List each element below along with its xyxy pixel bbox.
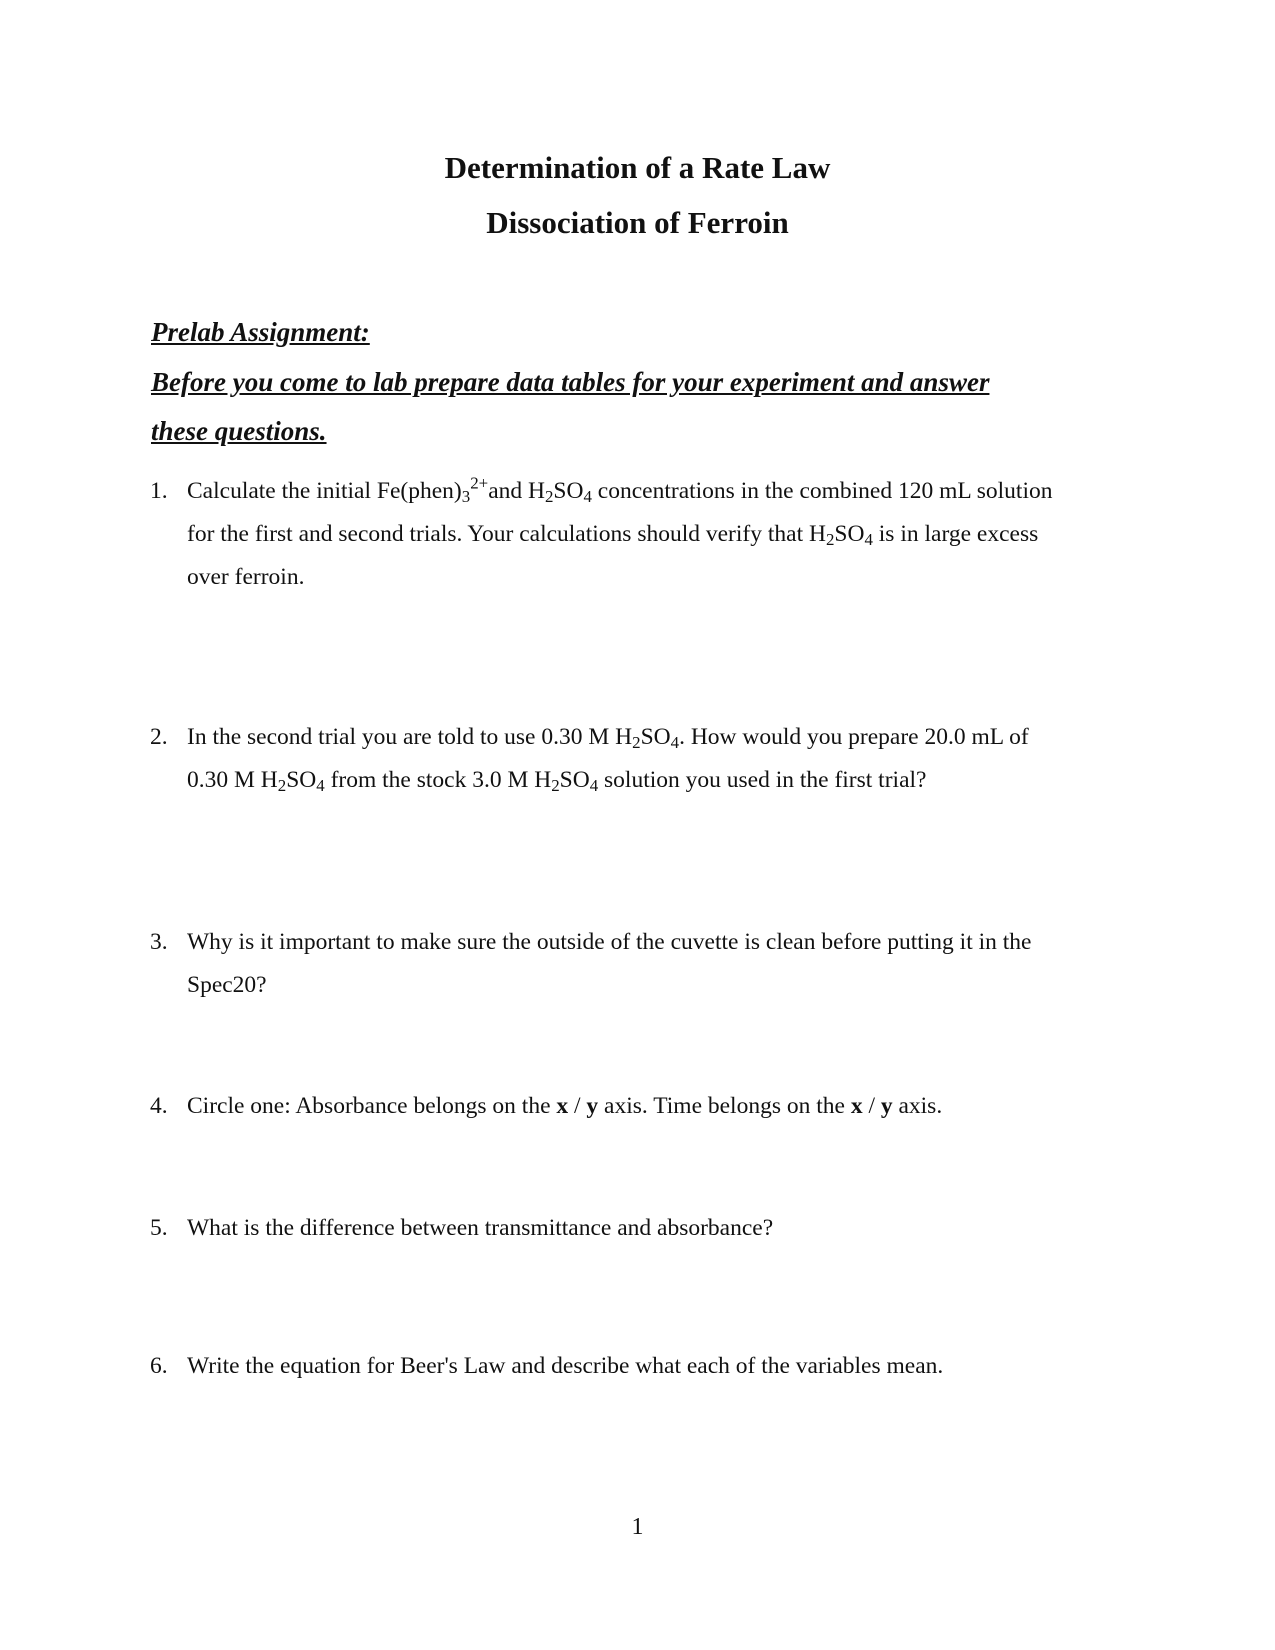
question-number: 3. (150, 929, 168, 955)
question-text: Circle one: Absorbance belongs on the x / y axis. Time belongs on the x / y axis. (187, 1093, 943, 1119)
question-text: Write the equation for Beer's Law and describe what each of the variables mean. (187, 1353, 944, 1379)
question-number: 4. (150, 1093, 168, 1119)
question-text: What is the difference between transmittance and absorbance? (187, 1215, 774, 1241)
choice-x[interactable]: x (850, 1093, 863, 1119)
question-number: 1. (150, 478, 168, 504)
question-number: 5. (150, 1215, 168, 1241)
prelab-heading: Prelab Assignment: (151, 317, 370, 347)
question-text: Why is it important to make sure the outside of the cuvette is clean before putting it in the Spec20? (187, 929, 1032, 998)
page-number: 1 (631, 1514, 644, 1540)
choice-y[interactable]: y (586, 1093, 599, 1119)
choice-x[interactable]: x (556, 1093, 569, 1119)
question-number: 2. (150, 724, 168, 750)
prelab-instruction-line2: these questions. (151, 416, 327, 446)
document-title: Determination of a Rate Law (444, 150, 831, 185)
document-subtitle: Dissociation of Ferroin (486, 205, 789, 240)
question-number: 6. (150, 1353, 168, 1379)
prelab-instruction-line1: Before you come to lab prepare data tables for your experiment and answer (151, 367, 990, 397)
question-text: In the second trial you are told to use 0.30 M $H_2SO_4$. How would you prepare 20.0 mL of 0.30 M $H_2SO_4$ from the stock 3.0 M $H_2SO_4$ solution you used in the first trial? (187, 724, 1029, 796)
question-text: Calculate the initial $Fe(phen)_3^{2+}and$ $H_2SO_4$ concentrations in the combined 120 mL solution for the first and second trials. Your calculations should verify that $H_2SO_4$ is in large excess over ferroin. (187, 473, 1053, 590)
choice-y[interactable]: y (880, 1093, 893, 1119)
